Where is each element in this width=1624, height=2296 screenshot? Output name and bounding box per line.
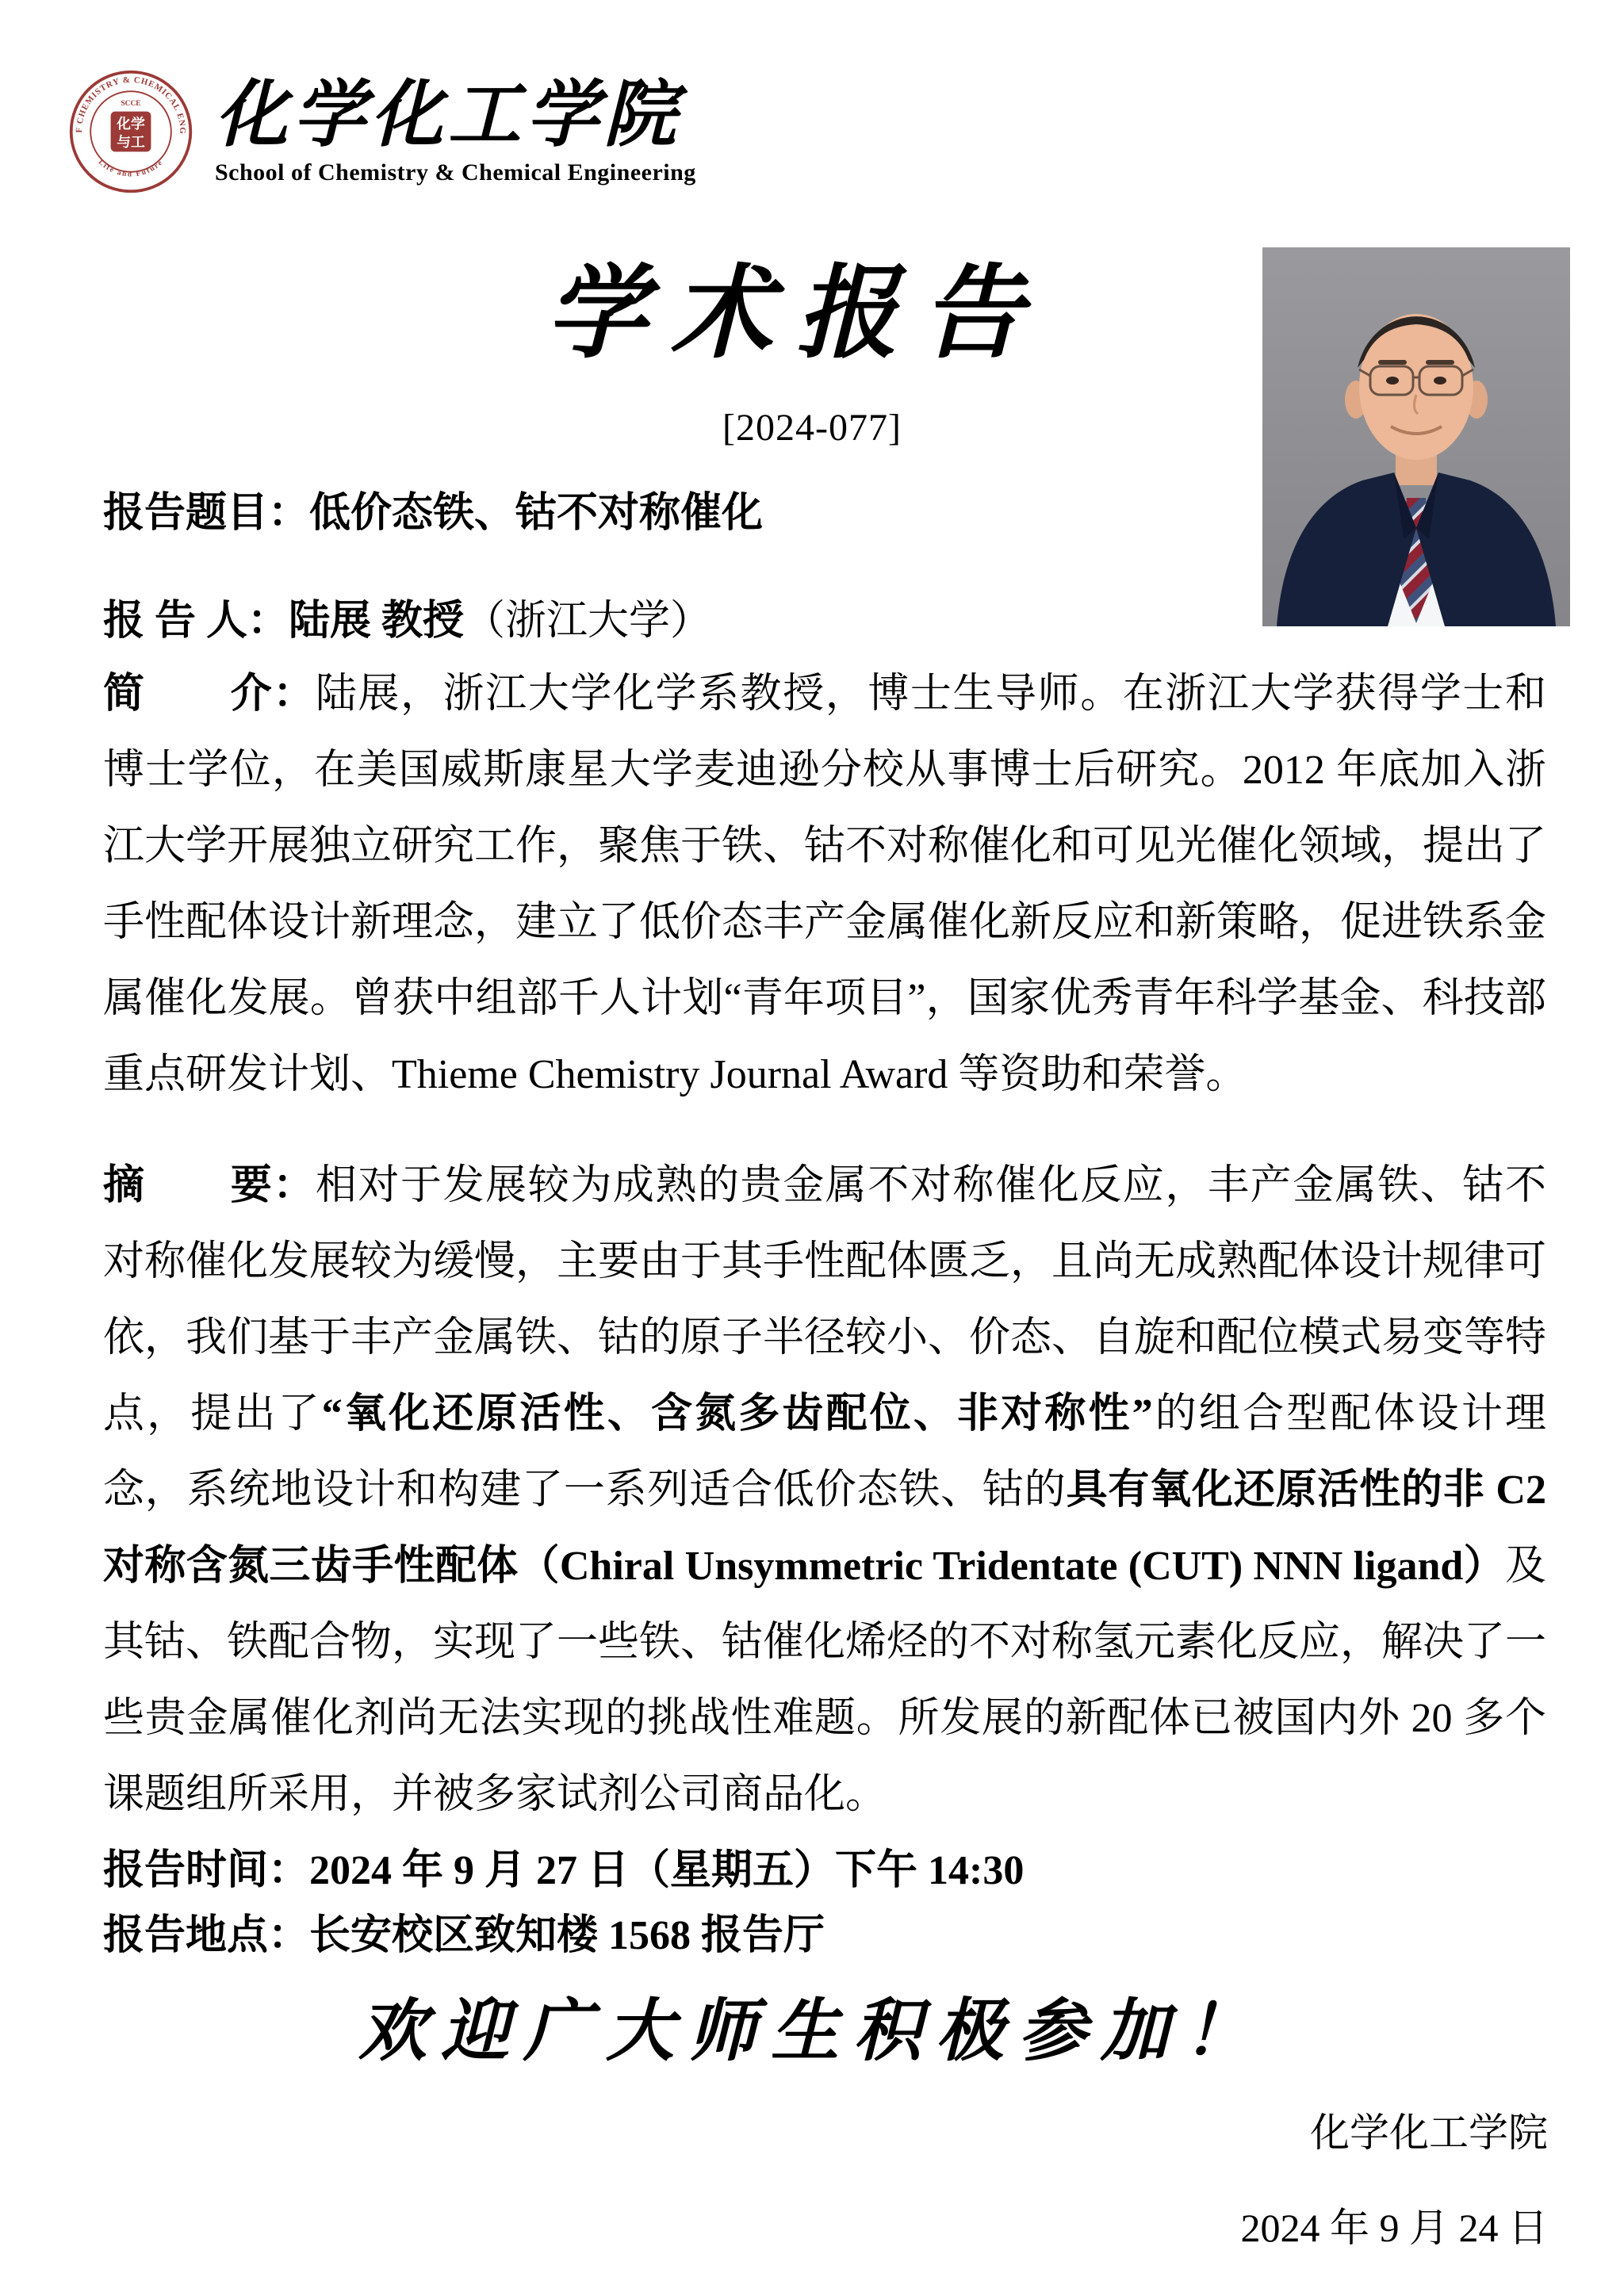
speaker-value: 陆展 教授 bbox=[289, 599, 465, 644]
portrait-illustration bbox=[1262, 247, 1570, 626]
welcome-message: 欢迎广大师生积极参加！ bbox=[358, 1993, 1266, 2069]
seal-abbr-text: SCCE bbox=[121, 100, 141, 109]
college-name-zh: 化学化工学院 bbox=[215, 74, 682, 155]
college-seal-icon bbox=[67, 68, 194, 195]
seal-center-top: 化学 bbox=[117, 116, 145, 132]
time-value: 2024 年 9 月 27 日（星期五）下午 14:30 bbox=[309, 1848, 1025, 1893]
college-names bbox=[215, 74, 696, 187]
bio-label: 简 介： bbox=[103, 672, 316, 717]
page-header bbox=[67, 68, 696, 195]
svg-text:Life and Future bbox=[97, 159, 165, 179]
venue-row bbox=[103, 1901, 825, 1961]
abstract-segment: 的组合型配体设计理念，系统地设计和构建了一系列适合低价态铁、钴的 bbox=[103, 1391, 1546, 1513]
speaker-row bbox=[103, 587, 711, 646]
abstract-paragraph bbox=[103, 1148, 1546, 1833]
speaker-photo bbox=[1262, 247, 1570, 626]
abstract-segment-bold: “氧化还原活性、含氮多齿配位、非对称性” bbox=[321, 1391, 1153, 1437]
speaker-affiliation: （浙江大学） bbox=[464, 599, 712, 644]
seal-ring-text: F CHEMISTRY & CHEMICAL ENG bbox=[74, 75, 188, 135]
bio-text: 陆展，浙江大学化学系教授，博士生导师。在浙江大学获得学士和博士学位，在美国威斯康星大学麦迪逊分校从事博士后研究。2012 年底加入浙江大学开展独立研究工作，聚焦于铁、钴不对称催化和可见光催化领域，提出了手性配体设计新理念，建立了低价态丰产金属催化新反应和新策略，促进铁系金属催化发展。曾获中组部千人计划“青年项目”，国家优秀青年科学基金、科技部重点研发计划、Thieme Chemistry Journal Award 等资助和荣誉。 bbox=[103, 672, 1547, 1097]
time-row bbox=[103, 1836, 1024, 1896]
topic-row bbox=[103, 479, 763, 538]
topic-value: 低价态铁、钴不对称催化 bbox=[309, 491, 764, 536]
bio-paragraph bbox=[103, 656, 1546, 1113]
seal-motto-text: Life and Future bbox=[96, 158, 166, 179]
speaker-label: 报 告 人： bbox=[103, 599, 289, 644]
time-label: 报告时间： bbox=[103, 1848, 310, 1893]
venue-value: 长安校区致知楼 1568 报告厅 bbox=[309, 1913, 825, 1958]
report-number: [2024-077] bbox=[722, 407, 902, 449]
venue-label: 报告地点： bbox=[103, 1913, 310, 1958]
abstract-label: 摘 要： bbox=[103, 1163, 316, 1208]
seal-center-bottom: 与工 bbox=[117, 133, 145, 150]
abstract-segment: 及其钴、铁配合物，实现了一些铁、钴催化烯烃的不对称氢元素化反应，解决了一些贵金属催化剂尚无法实现的挑战性难题。所发展的新配体已被国内外 20 多个课题组所采用，并被多家试剂公司商品化。 bbox=[103, 1544, 1547, 1817]
signature-date: 2024 年 9 月 24 日 bbox=[1240, 2206, 1548, 2250]
topic-label: 报告题目： bbox=[103, 491, 310, 536]
signature-organization: 化学化工学院 bbox=[1310, 2110, 1548, 2155]
college-name-en: School of Chemistry & Chemical Engineering bbox=[215, 159, 696, 186]
abstract-segment: 相对于发展较为成熟的贵金属不对称催化反应，丰产金属铁、钴不对称催化发展较为缓慢，主要由于其手性配体匮乏，且尚无成熟配体设计规律可依，我们基于丰产金属铁、钴的原子半径较小、价态、自旋和配位模式易变等特点，提出了 bbox=[103, 1163, 1547, 1437]
abstract-segment-bold: 具有氧化还原活性的非 C2 对称含氮三齿手性配体（Chiral Unsymmetric Tridentate (CUT) NNN ligand） bbox=[103, 1468, 1546, 1589]
page-title: 学术报告 bbox=[545, 258, 1047, 370]
